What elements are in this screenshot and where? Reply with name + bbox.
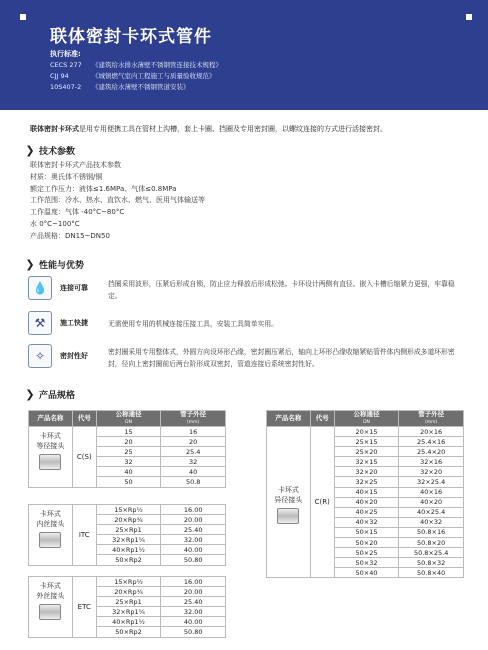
- param-line: 工作范围：冷水、热水、直饮水、燃气、医用气体输送等: [30, 196, 205, 205]
- col-name: 产品名称: [29, 411, 73, 427]
- dn-cell: 50×20: [334, 538, 399, 548]
- product-name: 卡环式 外丝接头: [29, 577, 73, 638]
- fitting-image: [39, 604, 61, 620]
- col-dn: 公称通径 DN: [96, 411, 161, 427]
- od-cell: 25.40: [161, 597, 226, 607]
- od-cell: 50.8×16: [399, 527, 464, 537]
- intro-paragraph: [30, 124, 470, 134]
- standard-item: [50, 82, 190, 91]
- dn-cell: 25: [96, 447, 161, 457]
- dn-cell: 20×Rp¾: [96, 515, 161, 525]
- table-row: [267, 427, 464, 437]
- product-code: C(R): [310, 427, 334, 578]
- od-cell: 32: [161, 457, 226, 467]
- param-line: 额定工作压力：液体≤1.6MPa、气体≤0.8MPa: [30, 184, 177, 193]
- dn-cell: 25×Rp1: [96, 525, 161, 535]
- feature-desc: 密封圈采用专用整体式，外圆方向设环形凸缘，密封圈压紧后，轴向上环形凸缘收缩紧贴管件体内侧形成多道环形密封，径向上密封圈前后两台阶形成双密封，管道连接后系统密封性好。: [108, 348, 455, 368]
- corner-decoration-icon: [20, 14, 26, 20]
- dn-cell: 15×Rp½: [96, 505, 161, 515]
- product-code: ETC: [72, 577, 96, 638]
- od-cell: 25.40: [161, 525, 226, 535]
- dn-cell: 50: [96, 477, 161, 487]
- chevron-right-icon: ❯: [25, 387, 35, 401]
- section-title: 技术参数: [39, 146, 76, 157]
- dn-cell: 50×Rp2: [96, 627, 161, 637]
- dn-cell: 32×15: [334, 457, 399, 467]
- od-cell: 16: [161, 427, 226, 437]
- od-cell: 40×32: [399, 517, 464, 527]
- standard-code: CJJ 94: [50, 72, 69, 80]
- feature-label: 连接可靠: [60, 284, 88, 292]
- section-tech-header: [24, 143, 75, 157]
- dn-cell: 25×Rp1: [96, 597, 161, 607]
- feature-desc: 挡圈采用波形，压紧后形成自锁，防止应力释放后形成松弛。卡环设计两侧有直径。嵌入卡槽后缩紧力更强，牢靠稳定。: [108, 280, 455, 300]
- od-cell: 32.00: [161, 607, 226, 617]
- od-cell: 32×20: [399, 467, 464, 477]
- dn-cell: 40: [96, 467, 161, 477]
- fitting-image: [39, 454, 61, 470]
- od-cell: 16.00: [161, 505, 226, 515]
- standard-name: 《城镇燃气室内工程施工与质量验收规范》: [92, 72, 216, 80]
- feature-label: 施工快捷: [60, 319, 88, 327]
- od-cell: 40×16: [399, 487, 464, 497]
- spec-table-reducing: [266, 410, 464, 578]
- product-name: 卡环式 内丝接头: [29, 505, 73, 566]
- standard-name: 《建筑给水排水薄壁不锈钢管连接技术规程》: [92, 61, 222, 69]
- param-line: 产品规格：DN15~DN50: [30, 231, 110, 240]
- od-cell: 50.8: [161, 477, 226, 487]
- header-banner: [0, 0, 488, 110]
- col-od: 管子外径 (mm): [399, 411, 464, 427]
- dn-cell: 20: [96, 437, 161, 447]
- dn-cell: 32×Rp1¼: [96, 607, 161, 617]
- table-row: [29, 427, 226, 437]
- od-cell: 20: [161, 437, 226, 447]
- od-cell: 50.80: [161, 555, 226, 565]
- table-row: [29, 505, 226, 515]
- param-line: 水 0°C~100°C: [30, 219, 80, 228]
- drop-icon: 💧: [28, 276, 52, 300]
- feature-desc: 无需使用专用的机械连接压接工具，安装工具简单实用。: [108, 320, 278, 328]
- dn-cell: 40×25: [334, 507, 399, 517]
- feature-item: [28, 311, 468, 335]
- standard-item: [50, 60, 222, 69]
- section-features-header: [24, 257, 84, 271]
- od-cell: 20.00: [161, 515, 226, 525]
- od-cell: 16.00: [161, 577, 226, 587]
- od-cell: 40.00: [161, 617, 226, 627]
- od-cell: 50.80: [161, 627, 226, 637]
- param-line: 工作温度：气体 -40°C~80°C: [30, 208, 125, 217]
- chevron-right-icon: ❯: [25, 143, 35, 157]
- standard-item: [50, 71, 216, 80]
- spec-table-male: [28, 576, 226, 638]
- dn-cell: 50×25: [334, 548, 399, 558]
- feature-item: [28, 276, 468, 302]
- dn-cell: 25×15: [334, 437, 399, 447]
- od-cell: 25.4: [161, 447, 226, 457]
- fitting-image: [39, 532, 61, 548]
- od-cell: 20×16: [399, 427, 464, 437]
- fitting-image: [277, 508, 299, 524]
- standard-code: CECS 277: [50, 61, 82, 69]
- od-cell: 50.8×40: [399, 568, 464, 578]
- dn-cell: 15: [96, 427, 161, 437]
- feature-item: [28, 344, 468, 370]
- standard-code: 10S407-2: [50, 83, 82, 91]
- product-code: ITC: [72, 505, 96, 566]
- chevron-right-icon: ❯: [25, 257, 35, 271]
- table-header-row: [29, 411, 226, 427]
- feature-label: 密封性好: [60, 352, 88, 360]
- od-cell: 50.8×32: [399, 558, 464, 568]
- param-line: 材质：奥氏体不锈钢/铜: [30, 172, 103, 181]
- dn-cell: 32×20: [334, 467, 399, 477]
- od-cell: 40: [161, 467, 226, 477]
- tool-icon: ⚒: [28, 311, 52, 335]
- corner-decoration-icon: [466, 14, 472, 20]
- dn-cell: 32×25: [334, 477, 399, 487]
- intro-bold: 联体密封卡环式: [30, 125, 79, 133]
- dn-cell: 50×Rp2: [96, 555, 161, 565]
- dn-cell: 50×15: [334, 527, 399, 537]
- seal-icon: ✧: [28, 344, 52, 368]
- tech-params: [30, 160, 205, 243]
- table-row: [29, 577, 226, 587]
- od-cell: 25.4×20: [399, 447, 464, 457]
- dn-cell: 50×32: [334, 558, 399, 568]
- od-cell: 32×16: [399, 457, 464, 467]
- section-title: 产品规格: [39, 390, 76, 401]
- dn-cell: 20×Rp¾: [96, 587, 161, 597]
- col-od: 管子外径 (mm): [161, 411, 226, 427]
- section-title: 性能与优势: [39, 260, 85, 271]
- standard-name: 《建筑给水薄壁不锈钢管道安装》: [92, 83, 190, 91]
- dn-cell: 40×20: [334, 497, 399, 507]
- product-code: C(S): [72, 427, 96, 488]
- dn-cell: 40×Rp1½: [96, 617, 161, 627]
- od-cell: 32×25.4: [399, 477, 464, 487]
- intro-text: 是用专用便携工具在管材上沟槽，套上卡圈、挡圈及专用密封圈，以螺纹连接的方式进行活接密封。: [79, 125, 387, 133]
- dn-cell: 50×40: [334, 568, 399, 578]
- table-header-row: [267, 411, 464, 427]
- od-cell: 40.00: [161, 545, 226, 555]
- dn-cell: 20×15: [334, 427, 399, 437]
- param-line: 联体密封卡环式产品技术参数: [30, 161, 121, 169]
- product-name: 卡环式 等径接头: [29, 427, 73, 488]
- spec-table-equal: [28, 410, 226, 488]
- od-cell: 40×20: [399, 497, 464, 507]
- col-dn: 公称通径 DN: [334, 411, 399, 427]
- dn-cell: 25×20: [334, 447, 399, 457]
- dn-cell: 15×Rp½: [96, 577, 161, 587]
- od-cell: 20.00: [161, 587, 226, 597]
- dn-cell: 32: [96, 457, 161, 467]
- od-cell: 32.00: [161, 535, 226, 545]
- od-cell: 50.8×20: [399, 538, 464, 548]
- od-cell: 50.8×25.4: [399, 548, 464, 558]
- dn-cell: 32×Rp1¼: [96, 535, 161, 545]
- col-name: 产品名称: [267, 411, 311, 427]
- dn-cell: 40×15: [334, 487, 399, 497]
- standards-heading: 执行标准:: [50, 50, 81, 58]
- product-name: 卡环式 异径接头: [267, 427, 311, 578]
- section-specs-header: [24, 387, 75, 401]
- dn-cell: 40×Rp1½: [96, 545, 161, 555]
- od-cell: 25.4×16: [399, 437, 464, 447]
- od-cell: 40×25.4: [399, 507, 464, 517]
- col-code: 代号: [310, 411, 334, 427]
- col-code: 代号: [72, 411, 96, 427]
- dn-cell: 40×32: [334, 517, 399, 527]
- page-title: 联体密封卡环式管件: [50, 27, 212, 47]
- spec-table-female: [28, 504, 226, 566]
